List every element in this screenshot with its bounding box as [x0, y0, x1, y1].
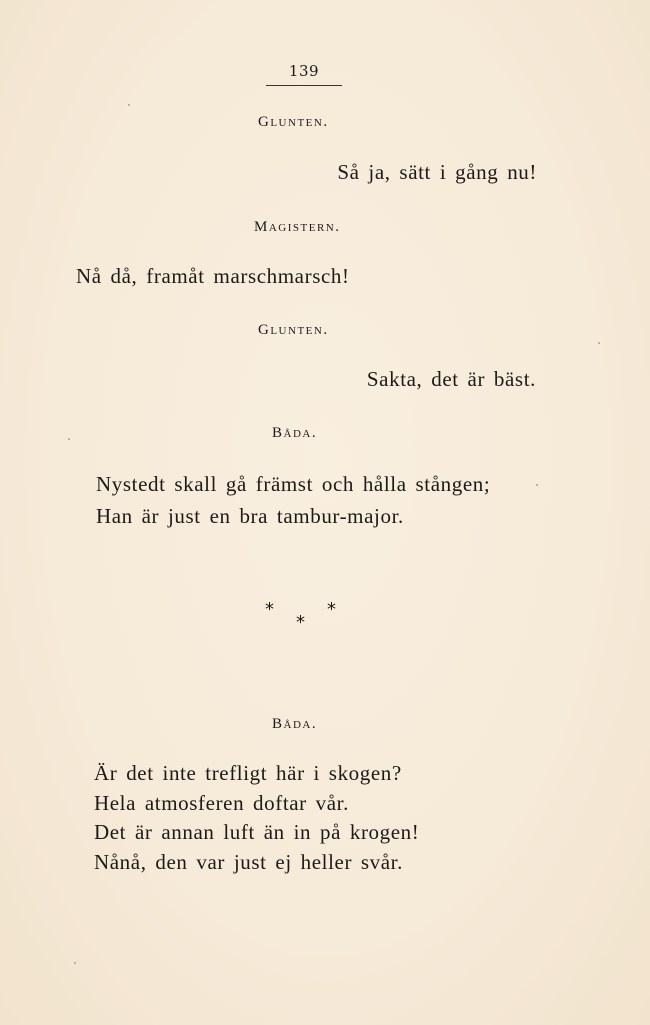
- paper-speck: [128, 104, 130, 106]
- speaker-magistern: Magistern.: [254, 219, 341, 235]
- speaker-glunten-2: Glunten.: [258, 322, 329, 338]
- verse-line-7: Hela atmosferen doftar vår.: [94, 791, 349, 815]
- asterism-star-bottom: *: [296, 612, 305, 633]
- speaker-glunten-1: Glunten.: [258, 114, 329, 130]
- speaker-bada-2: Båda.: [272, 716, 318, 732]
- verse-line-3: Sakta, det är bäst.: [366, 367, 536, 391]
- asterism-star-right: *: [327, 599, 336, 620]
- paper-speck: [68, 438, 70, 440]
- verse-line-9: Nånå, den var just ej heller svår.: [94, 850, 403, 874]
- verse-line-6: Är det inte trefligt här i skogen?: [94, 761, 402, 785]
- paper-speck: [598, 342, 600, 344]
- verse-line-8: Det är annan luft än in på krogen!: [94, 820, 420, 844]
- verse-line-1: Så ja, sätt i gång nu!: [337, 160, 537, 184]
- paper-speck: [74, 962, 76, 964]
- page-number-rule: [266, 85, 342, 86]
- verse-line-5: Han är just en bra tambur-major.: [96, 504, 404, 528]
- verse-line-4: Nystedt skall gå främst och hålla stången;: [96, 472, 491, 496]
- verse-line-2: Nå då, framåt marschmarsch!: [76, 264, 350, 288]
- paper-speck: [536, 484, 538, 486]
- page-number: 139: [288, 62, 320, 80]
- asterism-star-left: *: [265, 599, 274, 620]
- speaker-bada-1: Båda.: [272, 425, 318, 441]
